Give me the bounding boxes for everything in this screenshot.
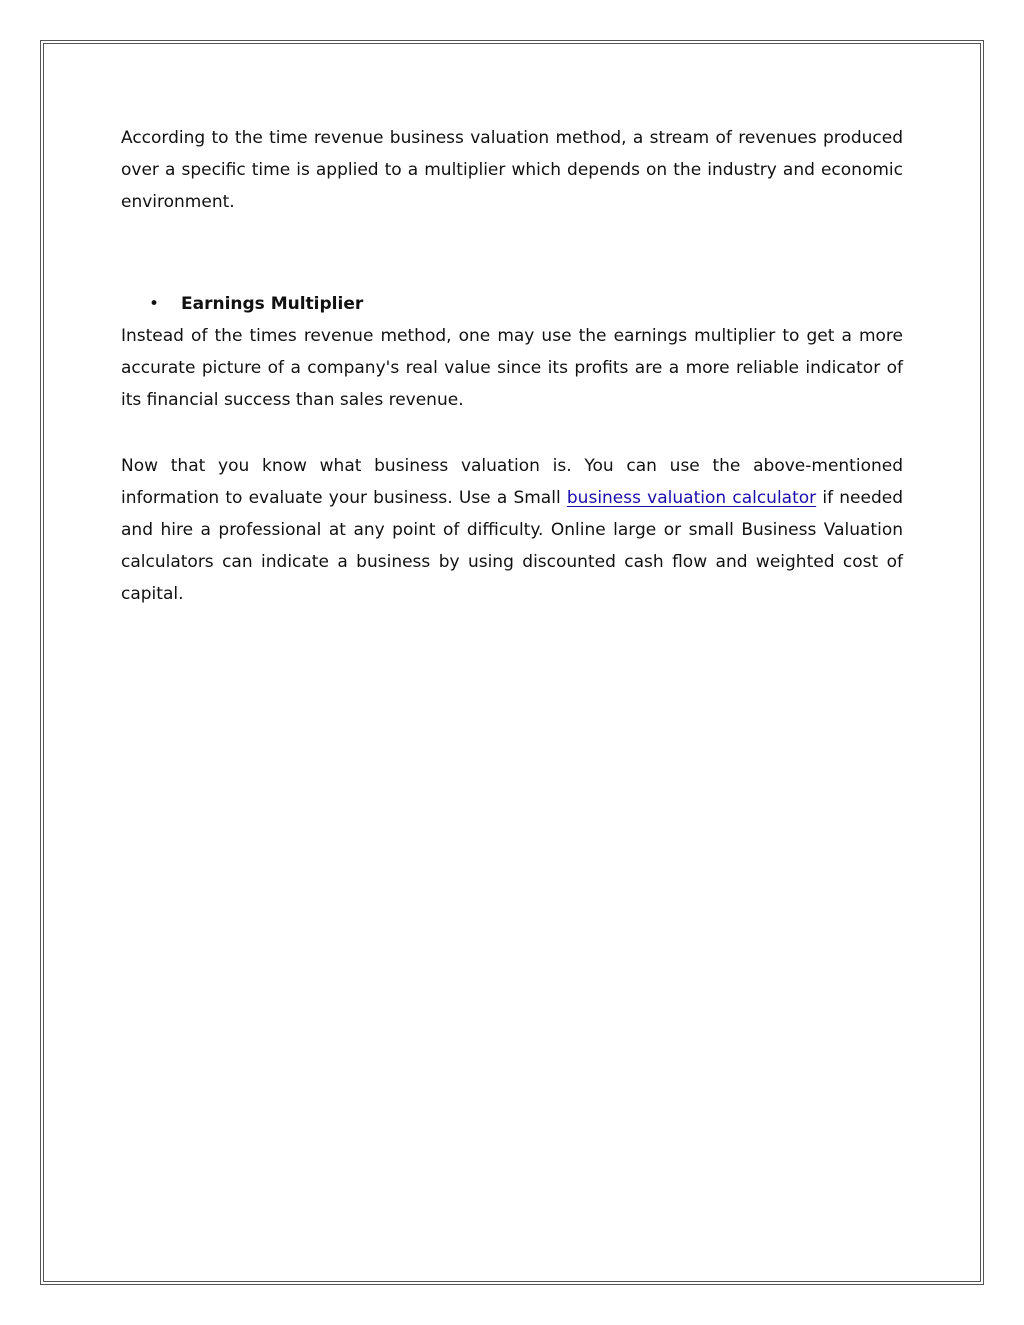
- section-heading: Earnings Multiplier: [181, 294, 364, 314]
- paragraph-conclusion: [121, 450, 903, 610]
- conclusion-text-before-link: Now that you know what business valuation is. You can use the above-mentioned information to evaluate your business. Use a Small: [121, 456, 903, 508]
- bullet-item-earnings-multiplier: [121, 288, 903, 320]
- paragraph-times-revenue: According to the time revenue business valuation method, a stream of revenues produced over a specific time is applied to a multiplier which depends on the industry and economic environment.: [121, 128, 903, 212]
- bullet-icon: •: [149, 294, 160, 314]
- business-valuation-calculator-link[interactable]: business valuation calculator: [566, 488, 817, 508]
- paragraph-earnings-multiplier: Instead of the times revenue method, one may use the earnings multiplier to get a more accurate picture of a company's real value since its profits are a more reliable indicator of its financial success than sales revenue.: [121, 326, 903, 410]
- document-body: [121, 122, 903, 610]
- conclusion-text-after-link: if needed and hire a professional at any point of difficulty. Online large or small Business Valuation calculators can indicate a business by using discounted cash flow and weighted cost of capital.: [121, 488, 903, 604]
